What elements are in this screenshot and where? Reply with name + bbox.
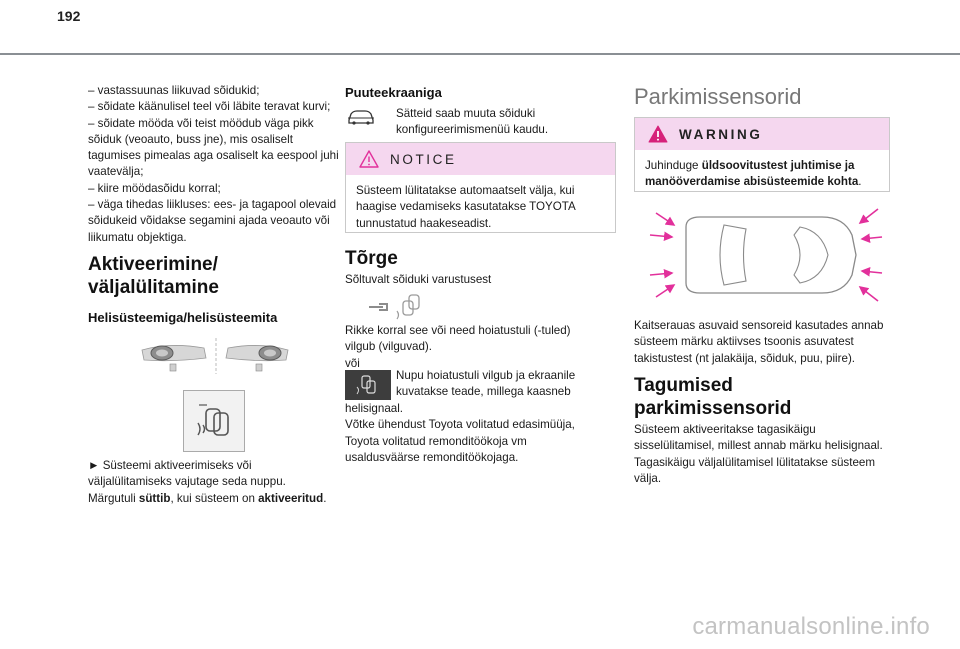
sensors-line: takistustest (nt jalakäija, sõiduk, puu, piire). — [634, 351, 856, 365]
heading-line: väljalülitamine — [88, 277, 219, 298]
touchscreen-line: Sätteid saab muuta sõiduki — [396, 107, 536, 120]
list-item: – väga tihedas liikluses: ees- ja tagapool olevaid — [88, 198, 337, 212]
heading-line: Tagumised — [634, 375, 733, 396]
status-line — [88, 491, 346, 507]
car-settings-icon-wrap — [345, 108, 385, 128]
sensors-line: süsteem märku aktiivses tsoonis asuvatest — [634, 335, 854, 349]
notice-header — [346, 143, 615, 175]
fault-line: Võtke ühendust Toyota volitatud edasimüüja, — [345, 418, 575, 432]
condition-list — [88, 83, 346, 246]
sensors-line: Kaitserauas asuvaid sensoreid kasutades annab — [634, 319, 884, 332]
list-item: – vastassuunas liikuvad sõidukid; — [88, 84, 260, 97]
touchscreen-text — [396, 106, 620, 139]
blind-spot-car-icon — [184, 391, 244, 451]
notice-line: haagise vedamiseks kasutatakse TOYOTA — [356, 200, 576, 214]
warning-bold: üldsoovitustest juhtimise ja — [701, 159, 855, 172]
display-warning-text — [396, 368, 620, 401]
instruction-line: ► Süsteemi aktiveerimiseks või — [88, 459, 252, 472]
fault-line: Nupu hoiatustuli vilgub ja ekraanile — [396, 369, 576, 382]
warning-bold: manööverdamise abisüsteemide kohta — [645, 175, 859, 189]
touchscreen-line: konfigureerimismenüü kaudu. — [396, 123, 549, 137]
warning-line — [645, 158, 879, 174]
touchscreen-heading: Puuteekraaniga — [345, 85, 442, 100]
list-item: – kiire möödasõidu korral; — [88, 181, 221, 195]
list-item: – sõidate käänulisel teel või läbite teravat kurvi; — [88, 100, 331, 114]
fault-text-block — [345, 323, 620, 372]
display-warning-icon — [345, 370, 391, 400]
fault-contact-text — [345, 401, 620, 466]
status-bold: aktiveeritud — [258, 491, 324, 505]
sensors-description — [634, 318, 894, 367]
notice-line: Süsteem lülitatakse automaatselt välja, kui — [356, 184, 575, 197]
status-middle: , kui süsteem on — [170, 491, 259, 505]
status-bold: süttib — [138, 491, 171, 505]
warning-triangle-outline-icon — [358, 149, 380, 169]
notice-box — [345, 142, 616, 233]
warning-title: WARNING — [679, 126, 763, 142]
rear-line: Tagasikäigu väljalülitamisel lülitatakse süsteem — [634, 455, 876, 469]
or-text: või — [345, 356, 360, 370]
display-car-icon — [346, 371, 390, 399]
rear-line: sisselülitamisel, millest annab märku helisignaal. — [634, 439, 883, 453]
top-divider — [0, 53, 960, 55]
car-settings-icon — [345, 108, 377, 126]
warning-prefix: Juhinduge — [645, 159, 702, 172]
warning-suffix: . — [858, 175, 862, 189]
fault-line: Toyota volitatud remonditöökoja vm — [345, 434, 527, 448]
list-item: – sõidate mööda või teist möödub väga pikk — [88, 116, 314, 130]
sound-subheading: Helisüsteemiga/helisüsteemita — [88, 310, 278, 325]
fault-indicator-icon — [365, 293, 435, 323]
warning-triangle-icon — [647, 124, 669, 144]
steering-wheel-icon — [140, 336, 292, 376]
blind-spot-button-icon — [183, 390, 245, 452]
warning-header — [635, 118, 889, 150]
parking-sensors-title: Parkimissensorid — [634, 84, 802, 109]
heading-line: parkimissensorid — [634, 398, 792, 419]
rear-line: välja. — [634, 471, 662, 485]
rear-line: Süsteem aktiveeritakse tagasikäigu — [634, 423, 816, 436]
fault-line: helisignaal. — [345, 402, 404, 415]
list-item: vaatevälja; — [88, 165, 144, 179]
site-watermark: carmanualsonline.info — [692, 613, 930, 640]
notice-line: tunnustatud haakeseadist. — [356, 216, 492, 230]
warning-body — [635, 150, 889, 199]
list-item: liikumatu objektiga. — [88, 230, 187, 244]
list-item: sõidukeid võidakse segamini ajada veoauto või — [88, 214, 330, 228]
status-suffix: . — [323, 491, 327, 505]
fault-heading: Tõrge — [345, 248, 398, 269]
parking-sensor-diagram — [646, 205, 886, 305]
fault-line: usaldusväärse remonditöökojaga. — [345, 450, 519, 464]
list-item: sõiduk (veoauto, buss jne), mis osaliselt — [88, 132, 293, 146]
heading-line: Aktiveerimine/ — [88, 254, 218, 275]
warning-line — [645, 174, 879, 190]
fault-line: kuvatakse teade, millega kaasneb — [396, 385, 571, 399]
instruction-line: väljalülitamiseks vajutage seda nuppu. — [88, 475, 286, 489]
fault-line: Rikke korral see või need hoiatustuli (-tuled) — [345, 324, 571, 337]
warning-lights — [365, 293, 435, 323]
status-prefix: Märgutuli — [88, 491, 139, 505]
notice-body — [346, 175, 615, 240]
fault-subtitle: Sõltuvalt sõiduki varustusest — [345, 273, 492, 286]
page-number: 192 — [57, 8, 81, 24]
warning-box — [634, 117, 890, 192]
activation-heading — [88, 253, 346, 299]
list-item: tagumises pimealas aga osaliselt ka eespool juhi — [88, 149, 339, 163]
rear-sensors-heading — [634, 374, 894, 420]
rear-sensors-text — [634, 422, 894, 487]
fault-line: vilgub (vilguvad). — [345, 340, 432, 354]
dashboard-button-illustration — [140, 336, 292, 376]
notice-title: NOTICE — [390, 151, 457, 167]
car-top-view-icon — [646, 205, 886, 305]
instruction-text — [88, 458, 346, 507]
